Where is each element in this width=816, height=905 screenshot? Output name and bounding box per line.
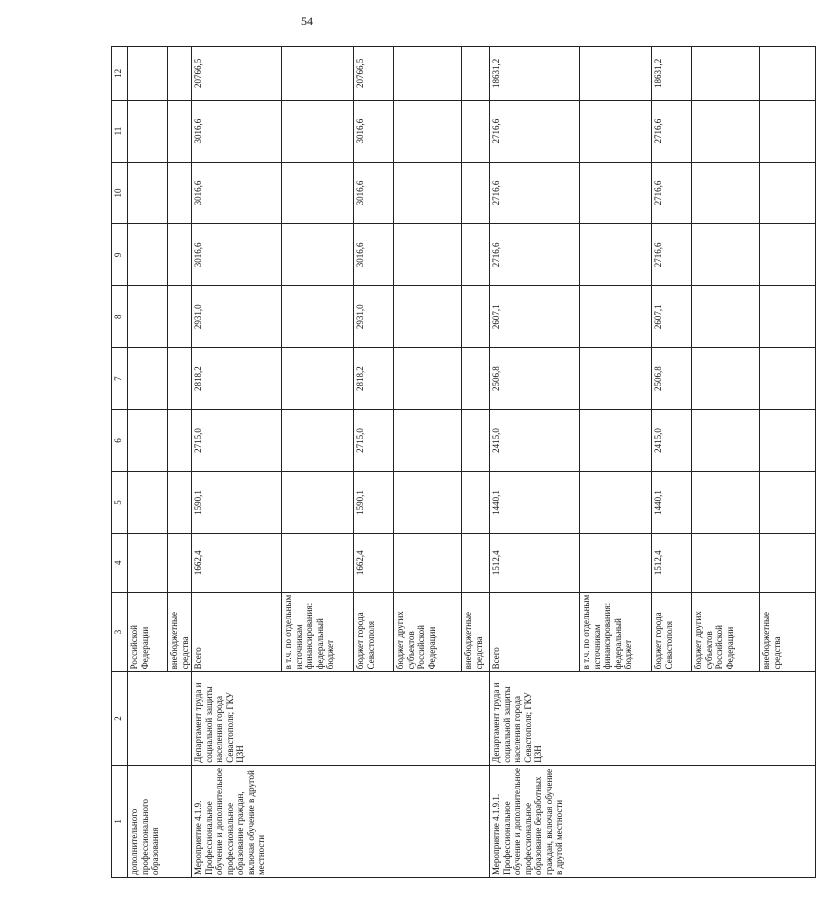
value-cell: [128, 100, 168, 162]
source-cell: внебюджетные средства: [168, 592, 192, 672]
source-cell: в т.ч. по отдельным источникам финансирования: федеральный бюджет: [282, 592, 354, 672]
value-cell: [394, 47, 462, 101]
value-cell: [760, 348, 816, 410]
source-cell: внебюджетные средства: [760, 592, 816, 672]
value-cell: [128, 410, 168, 472]
value-cell: [580, 100, 652, 162]
value-cell: [282, 471, 354, 533]
value-cell: [692, 533, 760, 592]
value-cell: [760, 286, 816, 348]
value-cell: 18631,2: [490, 47, 580, 101]
value-cell: 3016,6: [354, 162, 394, 224]
header-cell: 12: [112, 47, 128, 101]
table-row: [490, 47, 580, 878]
value-cell: 2818,2: [354, 348, 394, 410]
value-cell: [462, 471, 490, 533]
value-cell: 2506,8: [652, 348, 692, 410]
value-cell: [394, 100, 462, 162]
value-cell: [168, 100, 192, 162]
value-cell: [580, 47, 652, 101]
value-cell: [760, 410, 816, 472]
value-cell: 2716,6: [490, 100, 580, 162]
value-cell: [128, 286, 168, 348]
value-cell: 2818,2: [192, 348, 282, 410]
source-cell: бюджет других субъектов Российской Федерации: [394, 592, 462, 672]
source-cell: Российской Федерации: [128, 592, 168, 672]
value-cell: [128, 224, 168, 286]
value-cell: [462, 286, 490, 348]
header-cell: 1: [112, 765, 128, 877]
value-cell: 1662,4: [354, 533, 394, 592]
value-cell: [394, 286, 462, 348]
header-cell: 5: [112, 471, 128, 533]
value-cell: [692, 224, 760, 286]
value-cell: [462, 348, 490, 410]
table-row: [128, 47, 168, 878]
value-cell: [168, 533, 192, 592]
value-cell: [168, 224, 192, 286]
value-cell: 1590,1: [192, 471, 282, 533]
value-cell: 2716,6: [652, 224, 692, 286]
measure-name-cell: Мероприятие 4.1.9. Профессиональное обучение и дополнительное профессиональное образование граждан, включая обучение в другой местности: [192, 765, 490, 877]
header-cell: 7: [112, 348, 128, 410]
value-cell: 3016,6: [354, 224, 394, 286]
value-cell: 2716,6: [652, 100, 692, 162]
value-cell: [580, 162, 652, 224]
value-cell: [394, 162, 462, 224]
value-cell: 2415,0: [490, 410, 580, 472]
value-cell: [394, 348, 462, 410]
value-cell: [462, 533, 490, 592]
value-cell: 2716,6: [490, 224, 580, 286]
value-cell: 2607,1: [652, 286, 692, 348]
source-cell: Всего: [490, 592, 580, 672]
value-cell: [760, 471, 816, 533]
value-cell: [282, 286, 354, 348]
value-cell: 3016,6: [192, 224, 282, 286]
value-cell: [168, 410, 192, 472]
value-cell: [580, 286, 652, 348]
value-cell: [128, 471, 168, 533]
executor-cell: [128, 672, 192, 765]
value-cell: [760, 224, 816, 286]
value-cell: [282, 348, 354, 410]
value-cell: 2716,6: [652, 162, 692, 224]
value-cell: [692, 100, 760, 162]
value-cell: 18631,2: [652, 47, 692, 101]
value-cell: [462, 100, 490, 162]
value-cell: [692, 286, 760, 348]
page-number: 54: [301, 14, 313, 28]
value-cell: 3016,6: [354, 100, 394, 162]
value-cell: 2415,0: [652, 410, 692, 472]
value-cell: [394, 471, 462, 533]
header-cell: 10: [112, 162, 128, 224]
value-cell: 20766,5: [354, 47, 394, 101]
header-cell: 9: [112, 224, 128, 286]
value-cell: [462, 162, 490, 224]
value-cell: [394, 410, 462, 472]
value-cell: [760, 100, 816, 162]
value-cell: [128, 47, 168, 101]
value-cell: 2607,1: [490, 286, 580, 348]
value-cell: [580, 224, 652, 286]
measure-name-cell: дополнительного профессионального образования: [128, 765, 192, 877]
value-cell: 1512,4: [490, 533, 580, 592]
financing-table: [111, 46, 816, 878]
header-cell: 4: [112, 533, 128, 592]
source-cell: бюджет города Севастополя: [354, 592, 394, 672]
header-cell: 6: [112, 410, 128, 472]
source-cell: бюджет других субъектов Российской Федерации: [692, 592, 760, 672]
source-cell: Всего: [192, 592, 282, 672]
source-cell: бюджет города Севастополя: [652, 592, 692, 672]
value-cell: 2715,0: [354, 410, 394, 472]
value-cell: [580, 410, 652, 472]
value-cell: [168, 286, 192, 348]
value-cell: [692, 471, 760, 533]
header-cell: 3: [112, 592, 128, 672]
value-cell: 20766,5: [192, 47, 282, 101]
header-cell: 11: [112, 100, 128, 162]
value-cell: 2716,6: [490, 162, 580, 224]
value-cell: 1440,1: [490, 471, 580, 533]
value-cell: 2715,0: [192, 410, 282, 472]
table-row: [192, 47, 282, 878]
value-cell: [282, 100, 354, 162]
value-cell: [282, 162, 354, 224]
value-cell: 1512,4: [652, 533, 692, 592]
value-cell: 1590,1: [354, 471, 394, 533]
value-cell: [394, 533, 462, 592]
executor-cell: Департамент труда и социальной защиты населения города Севастополя; ГКУ ЦЗН: [490, 672, 816, 765]
executor-cell: Департамент труда и социальной защиты населения города Севастополя; ГКУ ЦЗН: [192, 672, 490, 765]
value-cell: 3016,6: [192, 162, 282, 224]
value-cell: [128, 162, 168, 224]
value-cell: [128, 533, 168, 592]
value-cell: [282, 533, 354, 592]
value-cell: [462, 47, 490, 101]
source-cell: в т.ч. по отдельным источникам финансирования: федеральный бюджет: [580, 592, 652, 672]
value-cell: [282, 410, 354, 472]
measure-name-cell: Мероприятие 4.1.9.1. Профессиональное обучение и дополнительное профессиональное образование безработных граждан, включая обучение в другой местности: [490, 765, 816, 877]
value-cell: 2931,0: [354, 286, 394, 348]
value-cell: [394, 224, 462, 286]
value-cell: [168, 47, 192, 101]
header-cell: 2: [112, 672, 128, 765]
rotated-table-container: [111, 46, 782, 878]
value-cell: [168, 471, 192, 533]
value-cell: [580, 471, 652, 533]
value-cell: 1440,1: [652, 471, 692, 533]
value-cell: [168, 162, 192, 224]
value-cell: [692, 47, 760, 101]
value-cell: [692, 162, 760, 224]
value-cell: [282, 224, 354, 286]
value-cell: 2931,0: [192, 286, 282, 348]
value-cell: [168, 348, 192, 410]
value-cell: [760, 162, 816, 224]
value-cell: 2506,8: [490, 348, 580, 410]
value-cell: [282, 47, 354, 101]
value-cell: [580, 348, 652, 410]
value-cell: [760, 47, 816, 101]
value-cell: [462, 224, 490, 286]
value-cell: [692, 348, 760, 410]
value-cell: [760, 533, 816, 592]
header-row: [112, 47, 128, 878]
header-cell: 8: [112, 286, 128, 348]
value-cell: 1662,4: [192, 533, 282, 592]
value-cell: [128, 348, 168, 410]
value-cell: [692, 410, 760, 472]
value-cell: [580, 533, 652, 592]
value-cell: 3016,6: [192, 100, 282, 162]
source-cell: внебюджетные средства: [462, 592, 490, 672]
value-cell: [462, 410, 490, 472]
